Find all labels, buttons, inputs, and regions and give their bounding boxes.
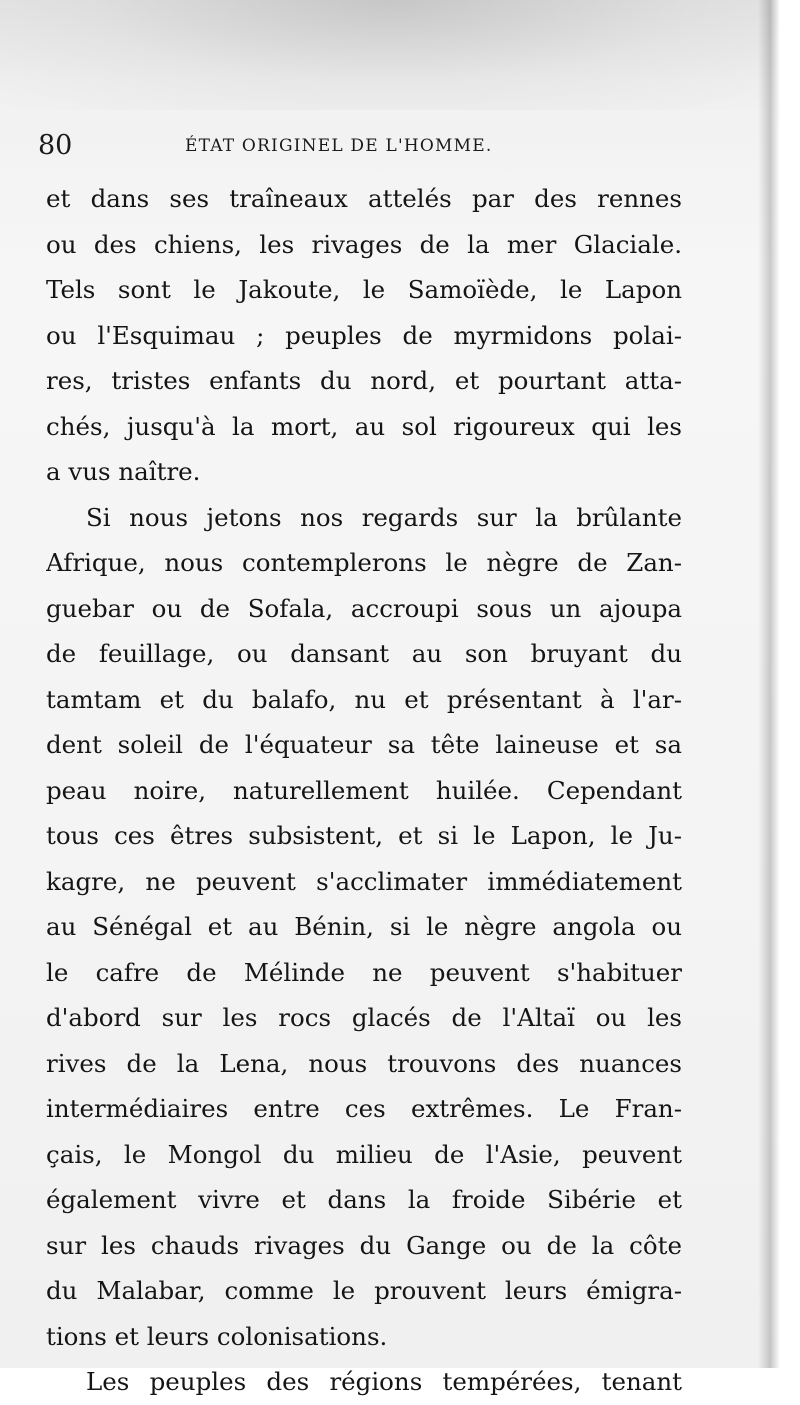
paragraph-start-line: Si nous jetons nos regards sur la brûlante [86,502,682,532]
paragraph-start-line: Les peuples des régions tempérées, tenant [86,1367,682,1396]
text-line: de feuillage, ou dansant au son bruyant du [46,639,682,668]
text-line: guebar ou de Sofala, accroupi sous un ajoupa [46,593,682,623]
text-line: çais, le Mongol du milieu de l'Asie, peuvent [46,1139,682,1169]
text-line: kagre, ne peuvent s'acclimater immédiatement [46,866,682,896]
text-line: Afrique, nous contemplerons le nègre de Zan- [46,548,682,577]
text-line: tamtam et du balafo, nu et présentant à l'ar- [46,684,682,714]
text-line: et dans ses traîneaux attelés par des rennes [46,184,682,213]
text-line: ou des chiens, les rivages de la mer Glaciale. [46,229,682,259]
text-line: tous ces êtres subsistent, et si le Lapon, le Ju- [46,821,682,850]
page-top-shadow [0,0,780,110]
text-line: ou l'Esquimau ; peuples de myrmidons polai- [46,320,682,350]
page-spine-shadow [758,0,780,1368]
text-line: intermédiaires entre ces extrêmes. Le Fran- [46,1094,682,1123]
text-line: res, tristes enfants du nord, et pourtant atta- [46,366,682,395]
running-header [38,130,678,170]
text-line: Tels sont le Jakoute, le Samoïède, le Lapon [46,275,682,304]
text-line: du Malabar, comme le prouvent leurs émigra- [46,1276,682,1305]
paragraph-end-line: a vus naître. [46,457,201,486]
text-line: sur les chauds rivages du Gange ou de la côte [46,1230,682,1260]
text-line: au Sénégal et au Bénin, si le nègre angola ou [46,912,682,941]
text-line: dent soleil de l'équateur sa tête laineuse et sa [46,730,682,759]
text-line: d'abord sur les rocs glacés de l'Altaï ou les [46,1003,682,1032]
text-line: également vivre et dans la froide Sibérie et [46,1185,682,1214]
text-line: peau noire, naturellement huilée. Cependant [46,775,682,805]
page-number: 80 [38,130,73,161]
body-text [46,176,682,1405]
paragraph-end-line: tions et leurs colonisations. [46,1321,388,1351]
text-line: rives de la Lena, nous trouvons des nuances [46,1048,682,1078]
running-title: ÉTAT ORIGINEL DE L'HOMME. [185,136,493,156]
text-line: chés, jusqu'à la mort, au sol rigoureux qui les [46,411,682,441]
text-line: le cafre de Mélinde ne peuvent s'habituer [46,957,682,987]
